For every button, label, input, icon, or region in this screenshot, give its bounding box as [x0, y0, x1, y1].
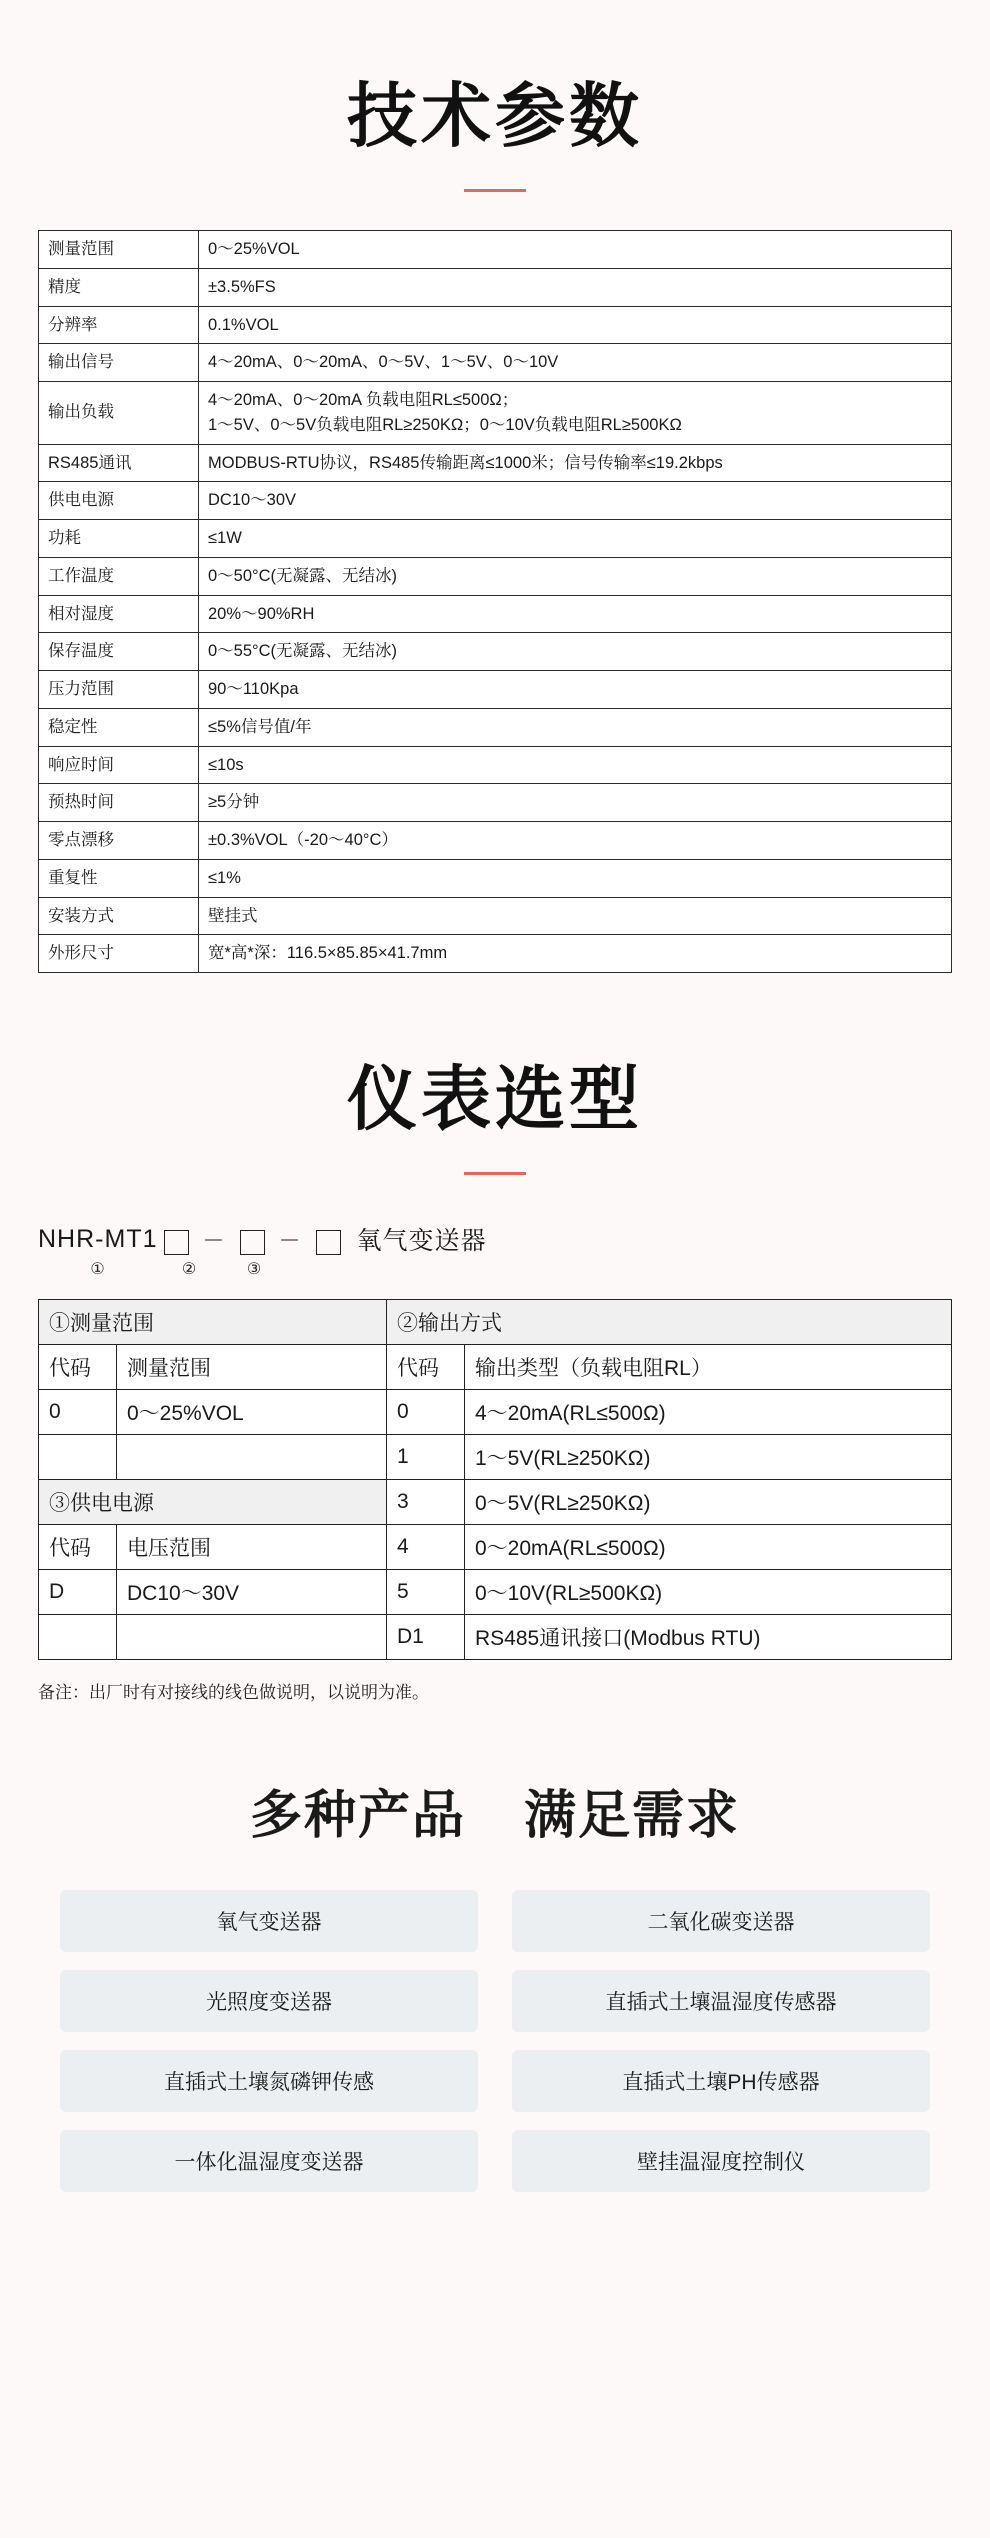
marker-3: ③	[246, 1261, 262, 1278]
product-chip[interactable]: 直插式土壤氮磷钾传感	[60, 2050, 478, 2112]
model-code-line	[0, 1221, 990, 1257]
table-row	[39, 1435, 952, 1480]
spec-value-line-1: 4～20mA、0～20mA 负载电阻RL≤500Ω；	[208, 391, 519, 409]
spec-label: 零点漂移	[39, 822, 199, 860]
power-col-header-code: 代码	[39, 1525, 117, 1570]
table-row	[39, 382, 952, 445]
output-code: 0	[387, 1390, 465, 1435]
group2-header: ②输出方式	[387, 1300, 952, 1345]
product-chip[interactable]: 氧气变送器	[60, 1890, 478, 1952]
output-type: 1～5V(RL≥250KΩ)	[465, 1435, 952, 1480]
table-row	[39, 822, 952, 860]
output-code: 4	[387, 1525, 465, 1570]
table-row	[39, 520, 952, 558]
spec-value: 宽*高*深：116.5×85.85×41.7mm	[199, 935, 952, 973]
range-value-empty	[117, 1435, 387, 1480]
table-row	[39, 444, 952, 482]
spec-value: 4～20mA、0～20mA、0～5V、1～5V、0～10V	[199, 344, 952, 382]
table-row	[39, 231, 952, 269]
marker-1: ①	[90, 1261, 105, 1278]
group1-header: ①测量范围	[39, 1300, 387, 1345]
spec-label: 稳定性	[39, 708, 199, 746]
group3-header: ③供电电源	[39, 1480, 387, 1525]
spec-value: DC10～30V	[199, 482, 952, 520]
model-selection-table	[38, 1299, 952, 1660]
range-code-empty	[39, 1435, 117, 1480]
spec-label: 安装方式	[39, 897, 199, 935]
spec-label: 预热时间	[39, 784, 199, 822]
products-title	[0, 1773, 990, 1848]
col-header-code: 代码	[39, 1345, 117, 1390]
col-header-out-type: 输出类型（负载电阻RL）	[465, 1345, 952, 1390]
spec-label: 外形尺寸	[39, 935, 199, 973]
spec-label: 供电电源	[39, 482, 199, 520]
model-slot-markers	[0, 1259, 990, 1279]
selection-note: 备注：出厂时有对接线的线色做说明，以说明为准。	[38, 1683, 429, 1702]
product-chip[interactable]: 一体化温湿度变送器	[60, 2130, 478, 2192]
marker-2: ②	[181, 1261, 197, 1278]
spec-value: ≤1W	[199, 520, 952, 558]
table-row	[39, 482, 952, 520]
spec-label: 分辨率	[39, 306, 199, 344]
spec-value: 0～55°C(无凝露、无结冰)	[199, 633, 952, 671]
table-row	[39, 557, 952, 595]
spec-label: 相对湿度	[39, 595, 199, 633]
spec-value: ≥5分钟	[199, 784, 952, 822]
spec-label: 输出信号	[39, 344, 199, 382]
spec-value: 0.1%VOL	[199, 306, 952, 344]
table-row	[39, 595, 952, 633]
table-row	[39, 1300, 952, 1345]
table-row	[39, 1570, 952, 1615]
output-type: 0～20mA(RL≤500Ω)	[465, 1525, 952, 1570]
spec-value: ±0.3%VOL（-20～40°C）	[199, 822, 952, 860]
table-row	[39, 746, 952, 784]
product-chip[interactable]: 直插式土壤PH传感器	[512, 2050, 930, 2112]
table-row	[39, 1345, 952, 1390]
products-title-right: 满足需求	[524, 1786, 741, 1846]
model-suffix: 氧气变送器	[356, 1227, 487, 1255]
spec-value: ≤10s	[199, 746, 952, 784]
table-row	[39, 1525, 952, 1570]
spec-label: 重复性	[39, 859, 199, 897]
page-title-specs: 技术参数	[347, 75, 643, 157]
output-type: RS485通讯接口(Modbus RTU)	[465, 1615, 952, 1660]
output-code: D1	[387, 1615, 465, 1660]
power-col-header-range: 电压范围	[117, 1525, 387, 1570]
output-type: 0～5V(RL≥250KΩ)	[465, 1480, 952, 1525]
range-code: 0	[39, 1390, 117, 1435]
table-row	[39, 784, 952, 822]
power-code-empty	[39, 1615, 117, 1660]
output-type: 4～20mA(RL≤500Ω)	[465, 1390, 952, 1435]
spec-label: 精度	[39, 268, 199, 306]
model-slot-3	[316, 1230, 341, 1255]
output-type: 0～10V(RL≥500KΩ)	[465, 1570, 952, 1615]
spec-value: MODBUS-RTU协议，RS485传输距离≤1000米；信号传输率≤19.2kbps	[199, 444, 952, 482]
spec-label: 工作温度	[39, 557, 199, 595]
spec-label: RS485通讯	[39, 444, 199, 482]
spec-label: 压力范围	[39, 671, 199, 709]
table-row	[39, 1390, 952, 1435]
spec-value-line-2: 1～5V、0～5V负载电阻RL≥250KΩ；0～10V负载电阻RL≥500KΩ	[208, 415, 682, 434]
power-range: DC10～30V	[117, 1570, 387, 1615]
spec-value: ±3.5%FS	[199, 268, 952, 306]
model-prefix: NHR-MT1	[38, 1224, 158, 1253]
product-chip[interactable]: 直插式土壤温湿度传感器	[512, 1970, 930, 2032]
product-grid	[0, 1890, 990, 2192]
output-code: 1	[387, 1435, 465, 1480]
product-chip[interactable]: 壁挂温湿度控制仪	[512, 2130, 930, 2192]
output-code: 3	[387, 1480, 465, 1525]
output-code: 5	[387, 1570, 465, 1615]
spec-value: 0～50°C(无凝露、无结冰)	[199, 557, 952, 595]
table-row	[39, 268, 952, 306]
col-header-out-code: 代码	[387, 1345, 465, 1390]
products-title-left: 多种产品	[249, 1786, 466, 1846]
selection-table-wrapper	[0, 1299, 990, 1660]
table-row	[39, 859, 952, 897]
spec-label: 输出负载	[39, 382, 199, 445]
spec-value: 0～25%VOL	[199, 231, 952, 269]
specifications-table	[38, 230, 952, 973]
spec-label: 保存温度	[39, 633, 199, 671]
table-row	[39, 306, 952, 344]
model-slot-1	[164, 1230, 189, 1255]
spec-value-multiline	[199, 382, 952, 445]
page-title-model: 仪表选型	[347, 1058, 643, 1140]
spec-table-wrapper	[0, 230, 990, 973]
spec-value: ≤1%	[199, 859, 952, 897]
spec-value: 20%～90%RH	[199, 595, 952, 633]
table-row	[39, 708, 952, 746]
range-value: 0～25%VOL	[117, 1390, 387, 1435]
table-row	[39, 1615, 952, 1660]
table-row	[39, 344, 952, 382]
power-code: D	[39, 1570, 117, 1615]
model-slot-2	[240, 1230, 265, 1255]
product-chip[interactable]: 光照度变送器	[60, 1970, 478, 2032]
table-row	[39, 935, 952, 973]
spec-label: 测量范围	[39, 231, 199, 269]
table-row	[39, 1480, 952, 1525]
spec-value: ≤5%信号值/年	[199, 708, 952, 746]
model-dash-2: －	[278, 1227, 302, 1253]
power-range-empty	[117, 1615, 387, 1660]
col-header-range: 测量范围	[117, 1345, 387, 1390]
spec-label: 响应时间	[39, 746, 199, 784]
spec-value: 90～110Kpa	[199, 671, 952, 709]
spec-value: 壁挂式	[199, 897, 952, 935]
table-row	[39, 633, 952, 671]
table-row	[39, 671, 952, 709]
spec-label: 功耗	[39, 520, 199, 558]
model-dash-1: －	[202, 1227, 226, 1253]
table-row	[39, 897, 952, 935]
product-chip[interactable]: 二氧化碳变送器	[512, 1890, 930, 1952]
